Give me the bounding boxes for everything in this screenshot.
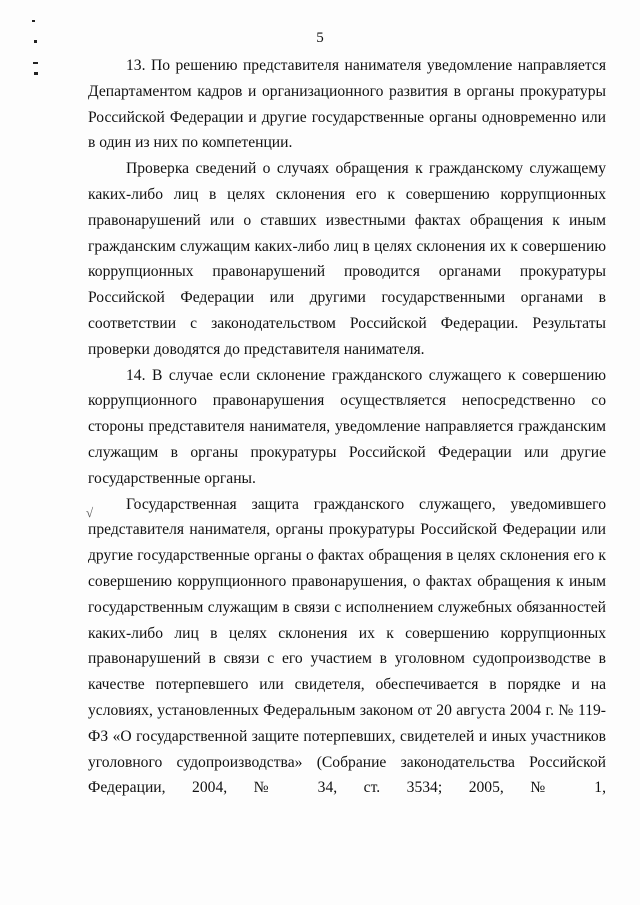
margin-tick-mark	[32, 20, 35, 22]
margin-tick-mark	[34, 72, 38, 75]
page-number: 5	[316, 30, 324, 46]
margin-tick-mark	[33, 62, 38, 64]
paragraph-state-protection: Государственная защита гражданского служащего, уведомившего представителя нанимателя, органы прокуратуры Российской Федерации или другие государственные органы о фактах обращения в целях склонения его к совершению коррупционного правонарушения, о фактах обращения к иным государственным служащим в связи с исполнением служебных обязанностей каких-либо лиц в целях склонения их к совершению коррупционных правонарушений в связи с его участием в уголовном судопроизводстве в качестве потерпевшего или свидетеля, обеспечивается в порядке и на условиях, установленных Федеральным законом от 20 августа 2004 г. № 119-ФЗ «О государственной защите потерпевших, свидетелей и иных участников уголовного судопроизводства» (Собрание законодательства Российской Федерации, 2004, № 34, ст. 3534; 2005, № 1,	[88, 495, 606, 797]
paragraph-verification: Проверка сведений о случаях обращения к гражданскому служащему каких-либо лиц в целях склонения его к совершению коррупционных правонарушений или о ставших известными фактах обращения к иным гражданским служащим каких-либо лиц в целях склонения их к совершению коррупционных правонарушений проводится органами прокуратуры Российской Федерации или другими государственными органами в соответствии с законодательством Российской Федерации. Результаты проверки доводятся до представителя нанимателя.	[88, 160, 606, 358]
paragraph-13: 13. По решению представителя нанимателя уведомление направляется Департаментом кадров и организационного развития в органы прокуратуры Российской Федерации и другие государственные органы одновременно или в один из них по компетенции.	[88, 57, 606, 152]
handwritten-check-mark: √	[86, 505, 94, 520]
document-body	[88, 53, 606, 801]
paragraph-14: 14. В случае если склонение гражданского служащего к совершению коррупционного правонарушения осуществляется непосредственно со стороны представителя нанимателя, уведомление направляется гражданским служащим в органы прокуратуры Российской Федерации или другие государственные органы.	[88, 366, 606, 487]
